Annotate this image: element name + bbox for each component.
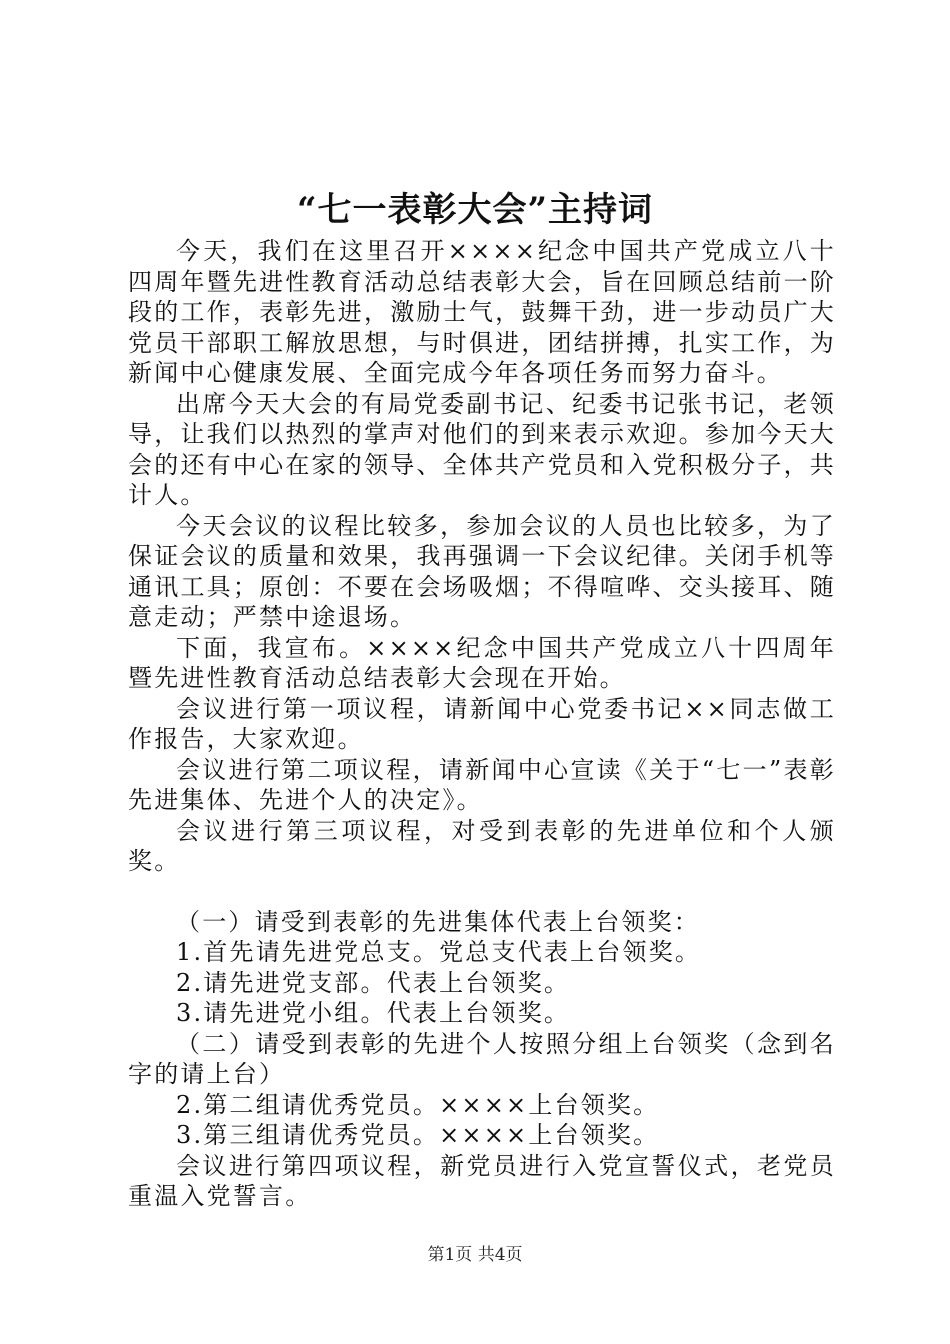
document-body bbox=[128, 236, 836, 1212]
paragraph-agenda-2: 会议进行第二项议程，请新闻中心宣读《关于“七一”表彰先进集体、先进个人的决定》。 bbox=[128, 755, 836, 814]
paragraph-agenda-3: 会议进行第三项议程，对受到表彰的先进单位和个人颁奖。 bbox=[128, 816, 836, 875]
list-item-collective-1: 1.首先请先进党总支。党总支代表上台领奖。 bbox=[176, 938, 702, 966]
paragraph-attendees: 出席今天大会的有局党委副书记、纪委书记张书记，老领导，让我们以热烈的掌声对他们的到来表示欢迎。参加今天大会的还有中心在家的领导、全体共产党员和入党积极分子，共计人。 bbox=[128, 389, 836, 509]
list-item-collective-3: 3.请先进党小组。代表上台领奖。 bbox=[176, 999, 571, 1027]
paragraph-individual-awards: （二）请受到表彰的先进个人按照分组上台领奖（念到名字的请上台） bbox=[128, 1029, 836, 1088]
list-item-individual-2: 2.第二组请优秀党员。××××上台领奖。 bbox=[176, 1090, 660, 1119]
paragraph-agenda-1: 会议进行第一项议程，请新闻中心党委书记××同志做工作报告，大家欢迎。 bbox=[128, 694, 836, 753]
paragraph-announce: 下面，我宣布。××××纪念中国共产党成立八十四周年暨先进性教育活动总结表彰大会现在开始。 bbox=[128, 633, 836, 692]
paragraph-discipline: 今天会议的议程比较多，参加会议的人员也比较多，为了保证会议的质量和效果，我再强调一下会议纪律。关闭手机等通讯工具；原创：不要在会场吸烟；不得喧哗、交头接耳、随意走动；严禁中途退场。 bbox=[128, 511, 836, 631]
page-footer: 第1页 共4页 bbox=[427, 1245, 523, 1265]
list-item-individual-3: 3.第三组请优秀党员。××××上台领奖。 bbox=[176, 1121, 660, 1149]
paragraph-collective-awards: （一）请受到表彰的先进集体代表上台领奖： bbox=[176, 907, 700, 936]
paragraph-opening: 今天，我们在这里召开××××纪念中国共产党成立八十四周年暨先进性教育活动总结表彰大会，旨在回顾总结前一阶段的工作，表彰先进，激励士气，鼓舞干劲，进一步动员广大党员干部职工解放思想，与时俱进，团结拼搏，扎实工作，为新闻中心健康发展、全面完成今年各项任务而努力奋斗。 bbox=[128, 237, 836, 387]
paragraph-agenda-4: 会议进行第四项议程，新党员进行入党宣誓仪式，老党员重温入党誓言。 bbox=[128, 1151, 836, 1210]
list-item-collective-2: 2.请先进党支部。代表上台领奖。 bbox=[176, 968, 571, 997]
document-title: “七一表彰大会”主持词 bbox=[296, 190, 654, 230]
